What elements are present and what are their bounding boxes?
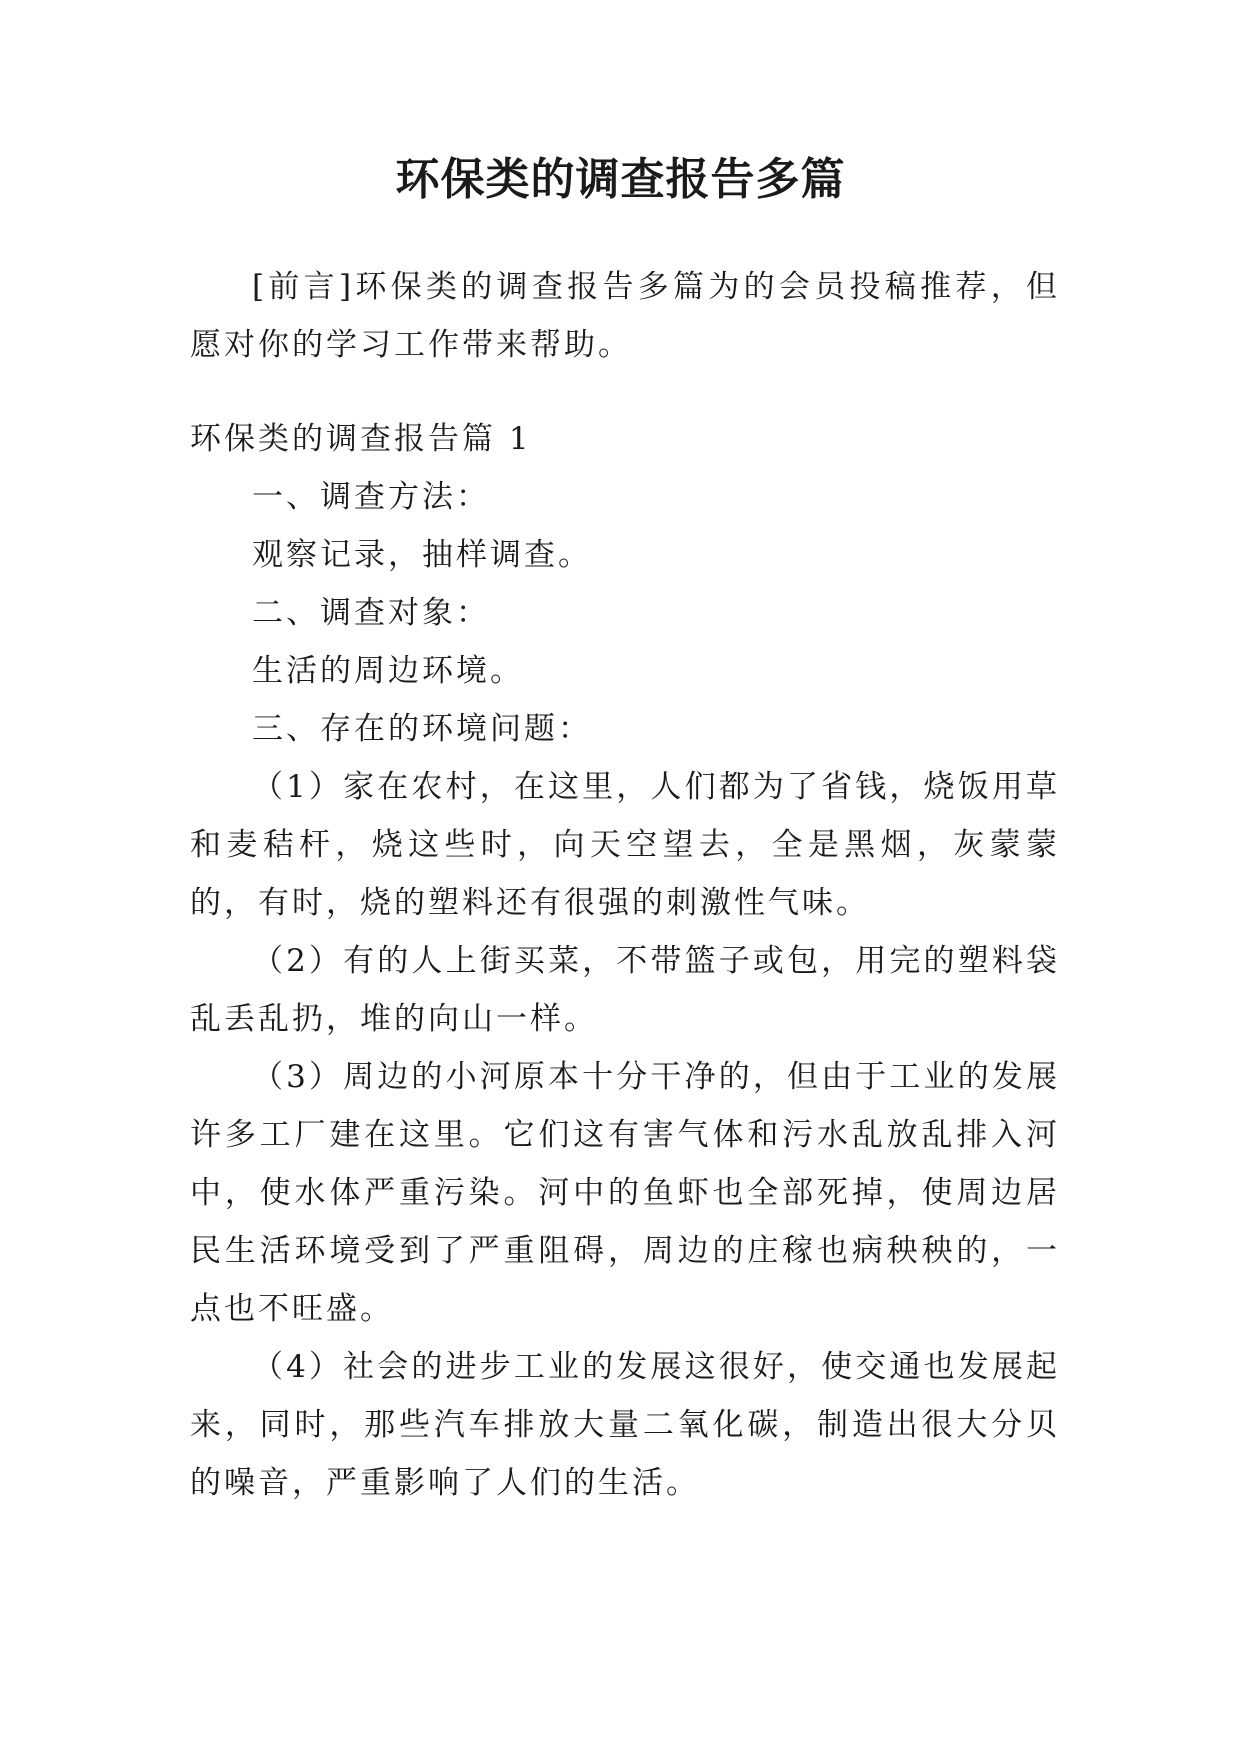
section-heading: 环保类的调查报告篇 1 bbox=[190, 421, 532, 457]
heading-problems: 三、存在的环境问题： bbox=[252, 711, 592, 747]
subject-text: 生活的周边环境。 bbox=[252, 653, 524, 689]
problem-paragraph-4: （4）社会的进步工业的发展这很好，使交通也发展起来，同时，那些汽车排放大量二氧化碳，制造出很大分贝的噪音，严重影响了人们的生活。 bbox=[190, 1349, 1060, 1501]
preface-paragraph: [前言]环保类的调查报告多篇为的会员投稿推荐，但愿对你的学习工作带来帮助。 bbox=[190, 269, 1060, 363]
problem-paragraph-3: （3）周边的小河原本十分干净的，但由于工业的发展许多工厂建在这里。它们这有害气体和污水乱放乱排入河中，使水体严重污染。河中的鱼虾也全部死掉，使周边居民生活环境受到了严重阻碍，周边的庄稼也病秧秧的，一点也不旺盛。 bbox=[190, 1059, 1060, 1327]
preface-block bbox=[190, 258, 1060, 374]
problem-paragraph-1: （1）家在农村，在这里，人们都为了省钱，烧饭用草和麦秸杆，烧这些时，向天空望去，全是黑烟，灰蒙蒙的，有时，烧的塑料还有很强的刺激性气味。 bbox=[190, 769, 1060, 921]
heading-subject: 二、调查对象： bbox=[252, 595, 490, 631]
report-body bbox=[190, 410, 1060, 1512]
document-title: 环保类的调查报告多篇 bbox=[395, 154, 846, 205]
problem-paragraph-2: （2）有的人上街买菜，不带篮子或包，用完的塑料袋乱丢乱扔，堆的向山一样。 bbox=[190, 943, 1060, 1037]
method-text: 观察记录，抽样调查。 bbox=[252, 537, 592, 573]
heading-method: 一、调查方法： bbox=[252, 479, 490, 515]
